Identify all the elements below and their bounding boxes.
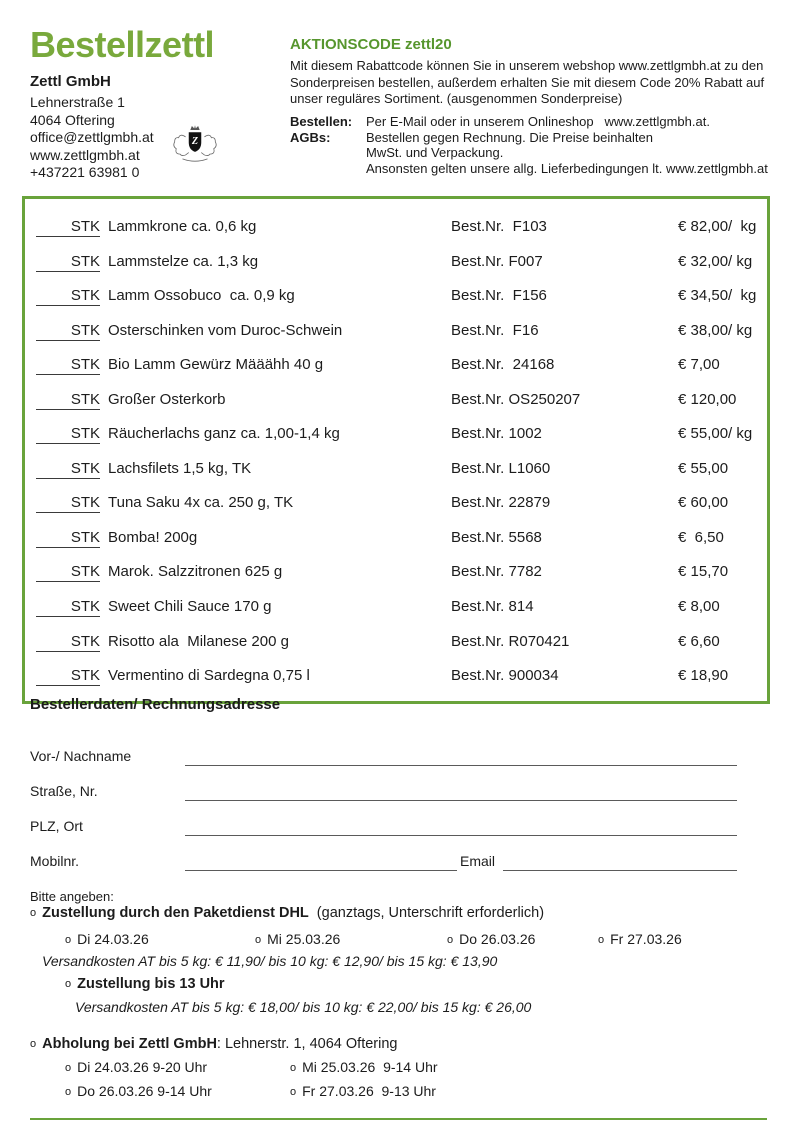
- agbs-line: Bestellen gegen Rechnung. Die Preise beinhalten: [366, 129, 653, 145]
- order-number: Best.Nr. 24168: [451, 356, 555, 374]
- promo-code-heading: AKTIONSCODE zettl20: [290, 36, 452, 53]
- bestellen-label: Bestellen:: [290, 114, 353, 129]
- order-number: Best.Nr. 814: [451, 598, 534, 616]
- order-number: Best.Nr. 1002: [451, 425, 542, 443]
- address-line-phone: +437221 63981 0: [30, 164, 140, 180]
- order-number: Best.Nr. OS250207: [451, 390, 581, 408]
- pickup-slot-label: Do 26.03.26 9-14 Uhr: [77, 1083, 212, 1099]
- shipping-cost-standard: Versandkosten AT bis 5 kg: € 11,90/ bis 10 kg: € 12,90/ bis 15 kg: € 13,90: [42, 953, 498, 969]
- agbs-label: AGBs:: [290, 129, 331, 145]
- order-number: Best.Nr. 900034: [451, 667, 559, 685]
- pickup-slot-label: Di 24.03.26 9-20 Uhr: [77, 1059, 208, 1075]
- street-field-label: Straße, Nr.: [30, 783, 98, 799]
- dhl-date-label: Mi 25.03.26: [267, 931, 341, 947]
- city-field-label: PLZ, Ort: [30, 818, 83, 834]
- product-price: € 18,90: [678, 667, 729, 685]
- product-name: Marok. Salzzitronen 625 g: [108, 563, 283, 581]
- option-bullet-icon: o: [290, 1062, 297, 1074]
- pickup-option[interactable]: [30, 1036, 397, 1052]
- dhl-dates-row: [0, 931, 800, 951]
- name-field-label: Vor-/ Nachname: [30, 748, 132, 764]
- name-input-line[interactable]: [185, 765, 737, 766]
- product-price: € 82,00/ kg: [678, 218, 757, 235]
- order-number: Best.Nr. 5568: [451, 528, 542, 546]
- option-bullet-icon: o: [65, 1062, 72, 1074]
- form-row-mobile-email: [30, 845, 737, 871]
- quantity-blank-field[interactable]: [36, 460, 100, 479]
- product-price: € 32,00/ kg: [678, 252, 753, 270]
- product-price: € 38,00/ kg: [678, 321, 753, 339]
- product-price: € 6,60: [678, 632, 720, 650]
- order-number: Best.Nr. 7782: [451, 563, 542, 581]
- bottom-rule: [30, 1118, 767, 1120]
- express-option-label: Zustellung bis 13 Uhr: [77, 976, 225, 992]
- order-row: [25, 591, 767, 626]
- stk-unit-label: STK: [70, 563, 100, 581]
- pickup-slot-option[interactable]: [65, 1059, 207, 1075]
- agbs-line: Ansonsten gelten unsere allg. Lieferbedingungen lt. www.zettlgmbh.at: [366, 160, 768, 176]
- product-name: Bio Lamm Gewürz Määähh 40 g: [108, 356, 324, 374]
- product-name: Vermentino di Sardegna 0,75 l: [108, 667, 310, 685]
- pickup-slot-option[interactable]: [290, 1083, 436, 1099]
- order-number: Best.Nr. F16: [451, 321, 539, 339]
- stk-unit-label: STK: [70, 321, 100, 339]
- product-price: € 60,00: [678, 494, 729, 512]
- stk-unit-label: STK: [70, 667, 100, 685]
- address-line-street: Lehnerstraße 1: [30, 94, 125, 110]
- pickup-option-address: : Lehnerstr. 1, 4064 Oftering: [216, 1036, 398, 1052]
- mobile-field-label: Mobilnr.: [30, 853, 80, 869]
- product-name: Sweet Chili Sauce 170 g: [108, 598, 272, 616]
- option-bullet-icon: o: [65, 978, 72, 990]
- dhl-date-label: Di 24.03.26: [77, 931, 149, 947]
- order-info-block: [290, 114, 768, 176]
- order-number: Best.Nr. F156: [451, 287, 547, 305]
- option-bullet-icon: o: [30, 907, 37, 919]
- promo-text-line: unser reguläres Sortiment. (ausgenommen Sonderpreise): [290, 91, 623, 106]
- pickup-slot-label: Mi 25.03.26 9-14 Uhr: [302, 1059, 438, 1075]
- order-items-box: [22, 196, 770, 704]
- product-price: € 55,00: [678, 459, 729, 477]
- order-number: Best.Nr. F007: [451, 252, 543, 270]
- pickup-slots-row2: [0, 1083, 800, 1103]
- order-row: [25, 315, 767, 350]
- quantity-blank-field[interactable]: [36, 356, 100, 375]
- dhl-date-label: Fr 27.03.26: [610, 931, 682, 947]
- promo-text-line: Mit diesem Rabattcode können Sie in unserem webshop www.zettlgmbh.at zu den: [290, 58, 764, 73]
- stk-unit-label: STK: [70, 287, 100, 305]
- email-field-label: Email: [460, 853, 496, 869]
- quantity-blank-field[interactable]: [36, 253, 100, 272]
- city-input-line[interactable]: [185, 835, 737, 836]
- promo-text-line: Sonderpreisen bestellen, außerdem erhalten Sie mit diesem Code 20% Rabatt auf: [290, 74, 765, 90]
- order-row: [25, 384, 767, 419]
- quantity-blank-field[interactable]: [36, 633, 100, 652]
- company-address: [30, 94, 154, 182]
- form-row-name: [30, 740, 737, 766]
- order-number: Best.Nr. R070421: [451, 632, 570, 650]
- order-row: [25, 626, 767, 661]
- order-row: [25, 211, 767, 246]
- product-price: € 120,00: [678, 390, 737, 408]
- delivery-dhl-option[interactable]: [30, 905, 544, 921]
- product-name: Räucherlachs ganz ca. 1,00-1,4 kg: [108, 425, 340, 443]
- dhl-option-label: Zustellung durch den Paketdienst DHL: [42, 905, 309, 921]
- bestellen-value: Per E-Mail oder in unserem Onlineshop www.zettlgmbh.at.: [366, 114, 710, 129]
- quantity-blank-field[interactable]: [36, 391, 100, 410]
- quantity-blank-field[interactable]: [36, 494, 100, 513]
- order-row: [25, 246, 767, 281]
- address-line-city: 4064 Oftering: [30, 111, 115, 128]
- promo-text: [290, 58, 764, 108]
- stk-unit-label: STK: [70, 218, 100, 235]
- order-row: [25, 453, 767, 488]
- mobile-input-line[interactable]: [185, 870, 457, 871]
- form-row-street: [30, 775, 737, 801]
- form-row-city: [30, 810, 737, 836]
- address-line-web: www.zettlgmbh.at: [30, 146, 140, 163]
- product-price: € 7,00: [678, 356, 720, 374]
- address-line-email: office@zettlgmbh.at: [30, 129, 154, 145]
- order-number: Best.Nr. L1060: [451, 459, 551, 477]
- product-name: Großer Osterkorb: [108, 390, 226, 408]
- besteller-heading: Bestellerdaten/ Rechnungsadresse: [30, 696, 281, 713]
- dhl-option-note: (ganztags, Unterschrift erforderlich): [316, 905, 545, 921]
- option-bullet-icon: o: [447, 934, 454, 946]
- pickup-option-label: Abholung bei Zettl GmbH: [42, 1036, 217, 1052]
- page-title: Bestellzettl: [30, 24, 215, 65]
- company-name: Zettl GmbH: [30, 73, 111, 90]
- order-row: [25, 349, 767, 384]
- product-name: Bomba! 200g: [108, 528, 198, 546]
- order-row: [25, 487, 767, 522]
- product-price: € 8,00: [678, 598, 720, 616]
- product-price: € 6,50: [678, 528, 724, 546]
- product-name: Risotto ala Milanese 200 g: [108, 632, 289, 650]
- stk-unit-label: STK: [70, 494, 100, 512]
- product-price: € 55,00/ kg: [678, 425, 753, 443]
- stk-unit-label: STK: [70, 390, 100, 408]
- pickup-slot-label: Fr 27.03.26 9-13 Uhr: [302, 1083, 436, 1099]
- order-row: [25, 660, 767, 695]
- option-bullet-icon: o: [255, 934, 262, 946]
- company-crest-logo-icon: [170, 124, 220, 169]
- product-name: Osterschinken vom Duroc-Schwein: [108, 321, 343, 339]
- product-name: Lammstelze ca. 1,3 kg: [108, 252, 259, 270]
- order-row: [25, 556, 767, 591]
- quantity-blank-field[interactable]: [36, 667, 100, 686]
- product-name: Lammkrone ca. 0,6 kg: [108, 218, 257, 235]
- email-input-line[interactable]: [503, 870, 737, 871]
- option-bullet-icon: o: [65, 1086, 72, 1098]
- product-name: Tuna Saku 4x ca. 250 g, TK: [108, 494, 294, 512]
- quantity-blank-field[interactable]: [36, 529, 100, 548]
- stk-unit-label: STK: [70, 528, 100, 546]
- stk-unit-label: STK: [70, 459, 100, 477]
- option-bullet-icon: o: [65, 934, 72, 946]
- quantity-blank-field[interactable]: [36, 322, 100, 341]
- shipping-cost-express: Versandkosten AT bis 5 kg: € 18,00/ bis 10 kg: € 22,00/ bis 15 kg: € 26,00: [75, 999, 532, 1015]
- quantity-blank-field[interactable]: [36, 218, 100, 237]
- quantity-blank-field[interactable]: [36, 598, 100, 617]
- stk-unit-label: STK: [70, 632, 100, 650]
- product-name: Lamm Ossobuco ca. 0,9 kg: [108, 287, 295, 305]
- order-row: [25, 418, 767, 453]
- order-row: [25, 280, 767, 315]
- agbs-value: [366, 130, 768, 177]
- product-price: € 15,70: [678, 563, 729, 581]
- product-name: Lachsfilets 1,5 kg, TK: [108, 459, 252, 477]
- svg-text:Z: Z: [191, 136, 199, 147]
- pickup-slot-option[interactable]: [65, 1083, 212, 1099]
- quantity-blank-field[interactable]: [36, 287, 100, 306]
- pickup-slots-row1: [0, 1059, 800, 1079]
- dhl-date-option[interactable]: [598, 931, 682, 947]
- delivery-13uhr-option[interactable]: [65, 976, 225, 992]
- pickup-slot-option[interactable]: [290, 1059, 438, 1075]
- stk-unit-label: STK: [70, 356, 100, 374]
- stk-unit-label: STK: [70, 252, 100, 270]
- street-input-line[interactable]: [185, 800, 737, 801]
- agbs-line: MwSt. und Verpackung.: [366, 145, 504, 160]
- stk-unit-label: STK: [70, 425, 100, 443]
- quantity-blank-field[interactable]: [36, 563, 100, 582]
- stk-unit-label: STK: [70, 598, 100, 616]
- option-bullet-icon: o: [30, 1038, 37, 1050]
- order-number: Best.Nr. 22879: [451, 494, 551, 512]
- option-bullet-icon: o: [598, 934, 605, 946]
- dhl-date-option[interactable]: [255, 931, 340, 947]
- dhl-date-option[interactable]: [65, 931, 149, 947]
- note-bitte-angeben: Bitte angeben:: [30, 889, 114, 904]
- quantity-blank-field[interactable]: [36, 425, 100, 444]
- dhl-date-option[interactable]: [447, 931, 535, 947]
- product-price: € 34,50/ kg: [678, 287, 757, 305]
- order-number: Best.Nr. F103: [451, 218, 547, 235]
- option-bullet-icon: o: [290, 1086, 297, 1098]
- dhl-date-label: Do 26.03.26: [459, 931, 536, 947]
- order-row: [25, 522, 767, 557]
